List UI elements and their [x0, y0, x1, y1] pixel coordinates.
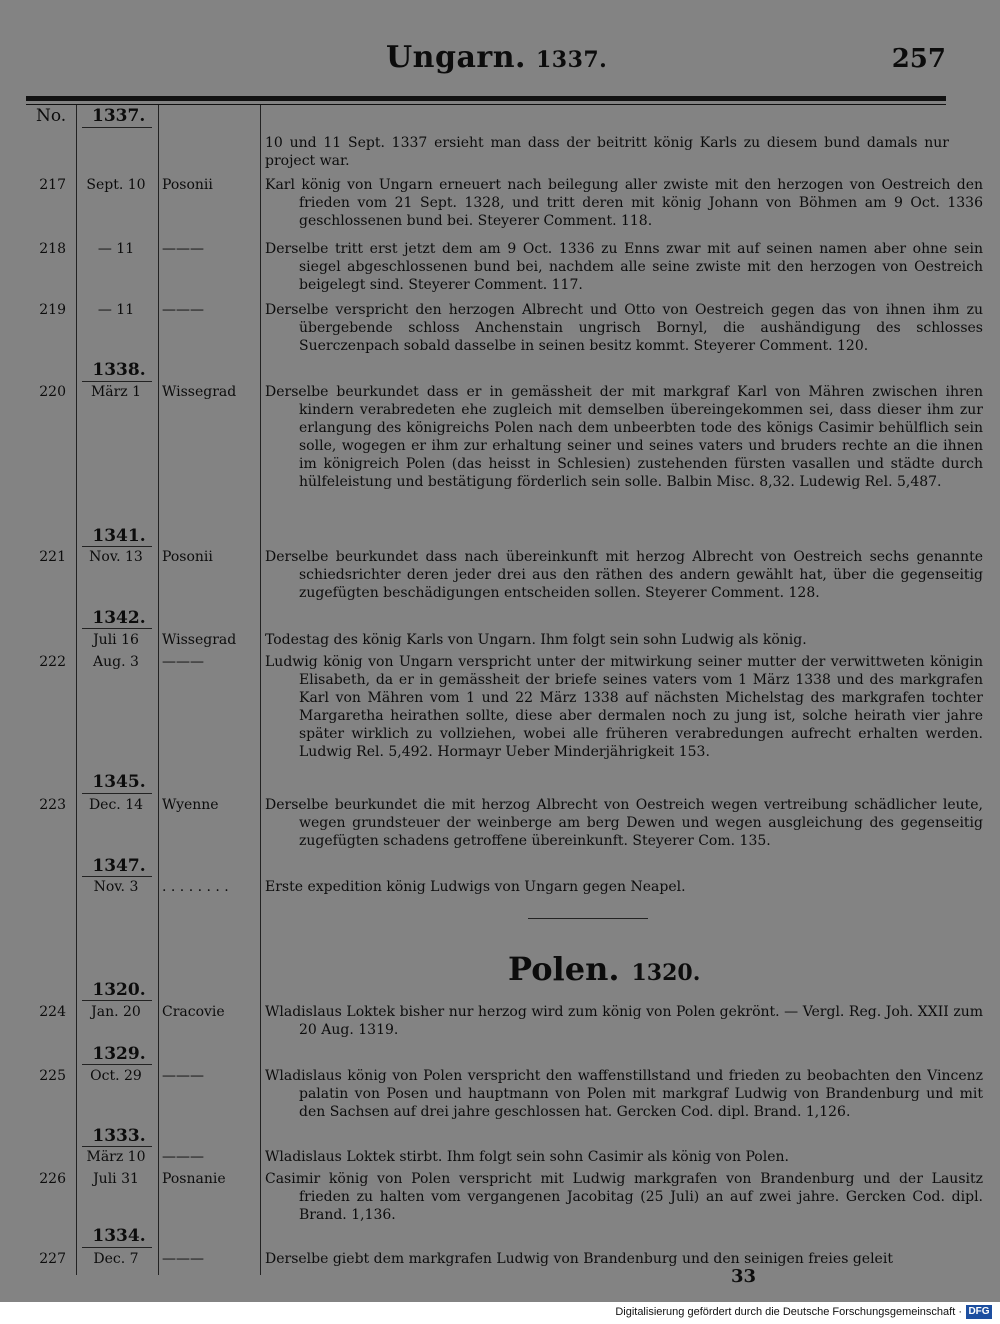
- entry-year: 1338.: [92, 360, 146, 380]
- entry-date: März 10: [86, 1149, 146, 1165]
- header-rule: [26, 96, 946, 101]
- title-year: 1337.: [535, 47, 608, 73]
- entry-place: ———: [162, 1068, 204, 1084]
- column-divider: [76, 105, 77, 1275]
- entry-number: 220: [39, 384, 66, 400]
- column-header-no: No.: [36, 106, 67, 126]
- entry-text: Derselbe tritt erst jetzt dem am 9 Oct. 1336 zu Enns zwar mit auf seinen namen aber ohne sein siegel abgeschlossenen bund bei, nachdem alle seine zwiste mit den herzogen von Oestreich beigelegt sind. Steyerer Comment. 117.: [265, 241, 983, 293]
- entry-date: Juli 31: [93, 1171, 139, 1187]
- entry-place: ———: [162, 1149, 204, 1165]
- entry-number: 221: [39, 549, 66, 565]
- entry-place: Posonii: [162, 549, 213, 565]
- entry-text: Derselbe verspricht den herzogen Albrecht und Otto von Oestreich gegen das von ihnen ihm zu übergebende schloss Anchenstain ungrisch Bornyl, die aushändigung des schlosses Suerczenpach sobald dasselbe in seinen besitz kommt. Steyerer Comment. 120.: [265, 302, 983, 354]
- year-rule: [82, 1000, 152, 1001]
- entry-year: 1329.: [92, 1044, 146, 1064]
- page-number: 257: [891, 44, 946, 74]
- entry-year: 1345.: [92, 772, 146, 792]
- entry-text: Derselbe beurkundet die mit herzog Albrecht von Oestreich wegen vertreibung schädlicher leute, wegen grundsteuer der weinberge am berg Dewen und wegen ausgleichung des gegenseitig zugefügten schadens getroffene übereinkunft. Steyerer Com. 135.: [265, 797, 983, 849]
- entry-number: 225: [39, 1068, 66, 1084]
- footer-bar: [0, 1302, 1000, 1324]
- entry-place: Wissegrad: [162, 384, 237, 400]
- entry-date: Jan. 20: [91, 1004, 141, 1020]
- entry-date: Nov. 3: [93, 879, 139, 895]
- entry-date: März 1: [90, 384, 142, 400]
- entry-date: Aug. 3: [93, 654, 139, 670]
- entry-place: ———: [162, 1251, 204, 1267]
- entry-text: Todestag des könig Karls von Ungarn. Ihm folgt sein sohn Ludwig als könig.: [265, 632, 807, 648]
- section-year: 1320.: [631, 960, 701, 986]
- year-rule: [82, 546, 152, 547]
- column-divider: [158, 105, 159, 1275]
- entry-date: Dec. 14: [88, 797, 144, 813]
- entry-year: 1342.: [92, 608, 146, 628]
- entry-number: 224: [39, 1004, 66, 1020]
- entry-text: Derselbe giebt dem markgrafen Ludwig von Brandenburg und den seinigen freies geleit: [265, 1251, 893, 1267]
- entry-number: 222: [39, 654, 66, 670]
- entry-number: 226: [39, 1171, 66, 1187]
- entry-text: Derselbe beurkundet dass nach übereinkunft mit herzog Albrecht von Oestreich sechs genannte schiedsrichter deren jeder drei aus den räthen des andern gewählt hat, über die gegenseitig zugefügten beschädigungen entscheiden sollen. Steyerer Comment. 128.: [265, 549, 983, 601]
- entry-place: Wissegrad: [162, 632, 237, 648]
- year-rule: [82, 1064, 152, 1065]
- entry-place: . . . . . . . .: [162, 879, 229, 895]
- column-divider: [260, 105, 261, 1275]
- year-rule: [82, 876, 152, 877]
- entry-text: Erste expedition könig Ludwigs von Ungarn gegen Neapel.: [265, 879, 686, 895]
- entry-place: Posonii: [162, 177, 213, 193]
- entry-text: Casimir könig von Polen verspricht mit Ludwig markgrafen von Brandenburg und der Lausitz frieden zu halten vom vergangenen Jacobitag (25 Juli) an auf zwei jahre. Gercken Cod. dipl. Brand. 1,136.: [265, 1171, 983, 1223]
- entry-number: 223: [39, 797, 66, 813]
- entry-place: Wyenne: [162, 797, 219, 813]
- entry-text: Wladislaus könig von Polen verspricht den waffenstillstand und frieden zu beobachten den Vincenz palatin von Posen und hauptmann von Polen mit markgraf Ludwig von Brandenburg und mit den Sachsen auf drei jahre geschlossen hat. Gercken Cod. dipl. Brand. 1,126.: [265, 1068, 983, 1120]
- entry-year: 1347.: [92, 856, 146, 876]
- entry-date: — 11: [97, 241, 135, 257]
- year-rule: [82, 381, 152, 382]
- section-title-text: Polen.: [508, 950, 620, 988]
- entry-place: Cracovie: [162, 1004, 225, 1020]
- year-rule: [82, 1146, 152, 1147]
- year-rule: [82, 793, 152, 794]
- entry-number: 219: [39, 302, 66, 318]
- entry-place: ———: [162, 302, 204, 318]
- entry-date: Sept. 10: [86, 177, 146, 193]
- header-rule-thin: [26, 104, 946, 105]
- entry-text: Ludwig könig von Ungarn verspricht unter der mitwirkung seiner mutter der verwittweten königin Elisabeth, da er in gemässheit der briefe seines vaters vom 1 März 1338 und des markgrafen Karl von Mähren vom 1 und 22 März 1338 auf nächsten Michelstag des markgrafen tochter Margaretha heirathen sollte, diese aber dermalen noch zu jung ist, solche heirath vier jahre später wirklich zu vollziehen, wobei alle früheren verabredungen aufrecht erhalten werden. Ludwig Rel. 5,492. Hormayr Ueber Minderjährigkeit 153.: [265, 654, 983, 760]
- entry-date: Juli 16: [93, 632, 139, 648]
- entry-text: 10 und 11 Sept. 1337 ersieht man dass der beitritt könig Karls zu diesem bund damals nur project war.: [265, 135, 949, 169]
- entry-text: Wladislaus Loktek bisher nur herzog wird zum könig von Polen gekrönt. — Vergl. Reg. Joh. XXII zum 20 Aug. 1319.: [265, 1004, 983, 1038]
- year-rule: [82, 1247, 152, 1248]
- entry-place: ———: [162, 241, 204, 257]
- year-rule: [82, 127, 152, 128]
- entry-date: Dec. 7: [93, 1251, 139, 1267]
- entry-date: Nov. 13: [89, 549, 143, 565]
- entry-year: 1333.: [92, 1126, 146, 1146]
- entry-text: Derselbe beurkundet dass er in gemässheit der mit markgraf Karl von Mähren zwischen ihren kindern verabredeten ehe zugleich mit demselben übereingekommen sei, dass dieser ihm zur erlangung des königreichs Polen nach dem unbeerbten tode des königs Casimir behülflich sein solle, wogegen er ihm zur erhaltung seiner und seines vaters und bruders rechte an die ihnen im königreich Polen (das heisst in Schlesien) zustehenden fürsten vasallen und städte durch hülfeleistung und bestätigung förderlich sein solle. Balbin Misc. 8,32. Ludewig Rel. 5,487.: [265, 384, 983, 490]
- column-header-year: 1337.: [92, 106, 146, 126]
- footer-text: Digitalisierung gefördert durch die Deutsche Forschungsgemeinschaft ·: [615, 1306, 962, 1318]
- entry-text: Wladislaus Loktek stirbt. Ihm folgt sein sohn Casimir als könig von Polen.: [265, 1149, 789, 1165]
- section-divider: [528, 918, 648, 919]
- entry-text: Karl könig von Ungarn erneuert nach beilegung aller zwiste mit den herzogen von Oestreich den frieden vom 21 Sept. 1328, und tritt deren mit könig Johann von Böhmen am 9 Oct. 1336 geschlossenen bund bei. Steyerer Comment. 118.: [265, 177, 983, 229]
- entry-year: 1334.: [92, 1226, 146, 1246]
- entry-date: Oct. 29: [90, 1068, 142, 1084]
- entry-number: 218: [39, 241, 66, 257]
- entry-number: 227: [39, 1251, 66, 1267]
- section-title: [508, 950, 700, 988]
- entry-number: 217: [39, 177, 66, 193]
- year-rule: [82, 628, 152, 629]
- signature-mark: 33: [731, 1266, 757, 1287]
- page-title: [386, 40, 607, 75]
- entry-year: 1320.: [92, 980, 146, 1000]
- entry-year: 1341.: [92, 526, 146, 546]
- entry-date: — 11: [97, 302, 135, 318]
- title-text: Ungarn.: [386, 40, 526, 75]
- entry-place: ———: [162, 654, 204, 670]
- dfg-logo-icon: DFG: [966, 1305, 992, 1319]
- entry-place: Posnanie: [162, 1171, 226, 1187]
